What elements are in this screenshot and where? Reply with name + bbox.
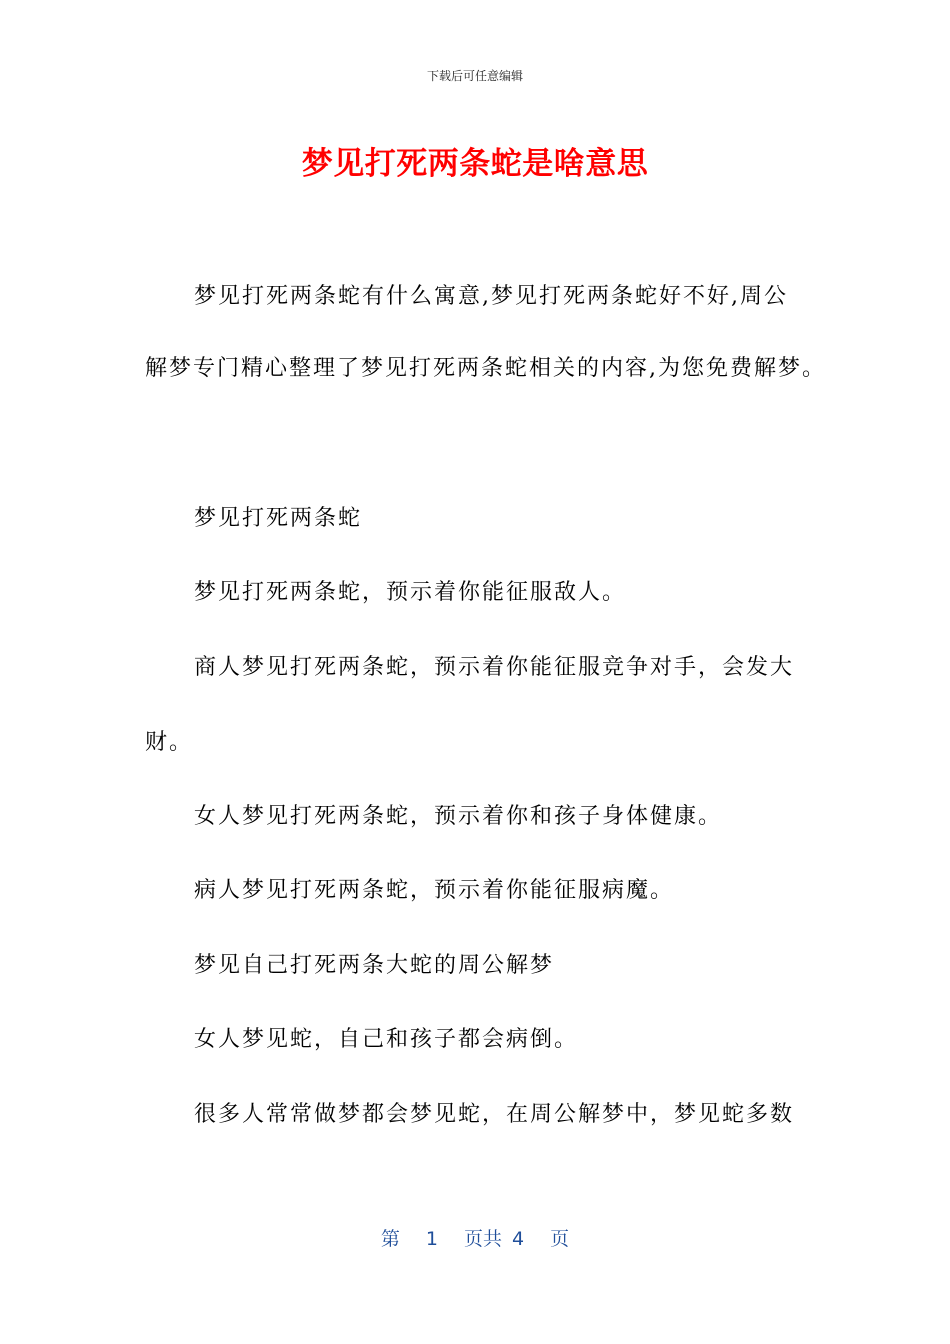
footer-total-pages: 4 [512,1228,525,1250]
footer-page-number: 1 [425,1228,438,1250]
paragraph: 很多人常常做梦都会梦见蛇，在周公解梦中，梦见蛇多数 [194,1102,795,1127]
intro-line-1: 梦见打死两条蛇有什么寓意,梦见打死两条蛇好不好,周公 [194,284,788,309]
page-footer [0,1225,950,1253]
paragraph-continuation: 财。 [145,730,194,755]
paragraph: 商人梦见打死两条蛇，预示着你能征服竞争对手，会发大 [194,655,795,680]
footer-prefix: 第 [380,1228,400,1250]
paragraph: 女人梦见蛇，自己和孩子都会病倒。 [194,1027,579,1052]
section-heading: 梦见自己打死两条大蛇的周公解梦 [194,953,555,978]
footer-middle: 页共 [463,1228,502,1250]
document-title: 梦见打死两条蛇是啥意思 [301,146,649,182]
paragraph: 梦见打死两条蛇，预示着你能征服敌人。 [194,580,627,605]
header-note: 下载后可任意编辑 [426,69,523,83]
footer-suffix: 页 [550,1228,570,1250]
paragraph: 女人梦见打死两条蛇，预示着你和孩子身体健康。 [194,804,723,829]
section-heading: 梦见打死两条蛇 [194,506,363,531]
intro-line-2: 解梦专门精心整理了梦见打死两条蛇相关的内容,为您免费解梦。 [145,356,826,381]
paragraph: 病人梦见打死两条蛇，预示着你能征服病魔。 [194,878,675,903]
